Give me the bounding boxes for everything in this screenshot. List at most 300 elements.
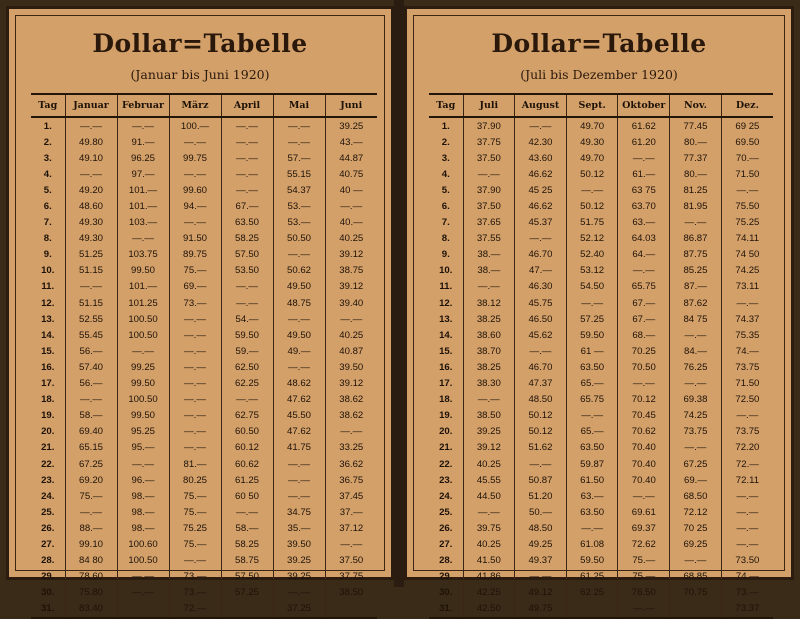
rate-cell: 70.40 [618, 456, 670, 472]
rate-cell: —.— [273, 472, 325, 488]
table-row [429, 408, 773, 424]
rate-cell [117, 601, 169, 618]
day-cell: 27. [439, 538, 453, 550]
rate-cell: 42.50 [463, 601, 515, 618]
rate-cell: 38.25 [463, 311, 515, 327]
table-row [31, 295, 377, 311]
table-row [31, 279, 377, 295]
rate-cell: 58.25 [221, 231, 273, 247]
rate-cell: —.— [169, 311, 221, 327]
table-row [429, 327, 773, 343]
rate-cell: 49.30 [65, 231, 117, 247]
rate-cell: 100.50 [117, 553, 169, 569]
day-cell: 23. [439, 474, 453, 486]
rate-cell: 60.62 [221, 456, 273, 472]
rate-cell: 40.25 [325, 231, 377, 247]
rate-cell: —.— [670, 376, 722, 392]
column-header: Oktober [618, 94, 670, 117]
day-cell: 11. [41, 281, 55, 293]
rate-cell: 62.50 [221, 359, 273, 375]
rate-cell: —.— [117, 343, 169, 359]
rate-cell: 101.— [117, 279, 169, 295]
column-header: Februar [117, 94, 169, 117]
rate-cell: 58.— [221, 520, 273, 536]
rate-cell: 38.30 [463, 376, 515, 392]
rate-cell: 39.75 [463, 520, 515, 536]
header-row [429, 94, 773, 117]
rate-cell: 49.25 [515, 536, 567, 552]
rate-cell: 71.50 [721, 376, 773, 392]
rate-cell: 99.10 [65, 536, 117, 552]
rate-cell: 42.30 [515, 134, 567, 150]
rate-cell: 67.— [618, 311, 670, 327]
table-row [31, 472, 377, 488]
rate-cell: 49.20 [65, 182, 117, 198]
rate-cell: 70.40 [618, 472, 670, 488]
rate-cell: 67.25 [670, 456, 722, 472]
rate-cell: 69.20 [65, 472, 117, 488]
rate-cell: 49.37 [515, 553, 567, 569]
rate-cell: —.— [566, 520, 618, 536]
rate-cell: 80.25 [169, 472, 221, 488]
rate-cell: 80.— [670, 166, 722, 182]
column-header: Januar [65, 94, 117, 117]
day-cell: 28. [439, 555, 453, 567]
rate-cell: 99.60 [169, 182, 221, 198]
rate-cell: —.— [325, 311, 377, 327]
rate-cell: —.— [65, 117, 117, 134]
table-row [31, 553, 377, 569]
rate-cell: 77.37 [670, 150, 722, 166]
rate-cell: —.— [721, 520, 773, 536]
rate-cell: 51.20 [515, 488, 567, 504]
rate-cell: —.— [463, 504, 515, 520]
rate-cell: 39.12 [463, 440, 515, 456]
rate-cell: 69.61 [618, 504, 670, 520]
rate-cell: 61.25 [221, 472, 273, 488]
rate-cell: 70.75 [670, 585, 722, 601]
table-row [31, 424, 377, 440]
rate-cell: 70.50 [618, 359, 670, 375]
day-cell: 20. [439, 426, 453, 438]
rate-cell: 38.12 [463, 295, 515, 311]
rate-cell: 60 50 [221, 488, 273, 504]
rate-cell: 49.75 [515, 601, 567, 618]
rate-cell: 52.40 [566, 247, 618, 263]
table-row [429, 343, 773, 359]
day-cell: 7. [43, 217, 52, 229]
rate-cell: 39.50 [273, 536, 325, 552]
rate-cell: —.— [169, 376, 221, 392]
rate-cell: 69.38 [670, 392, 722, 408]
rate-cell: 51.62 [515, 440, 567, 456]
column-header: Tag [429, 94, 463, 117]
table-row [31, 263, 377, 279]
rate-cell: 54.37 [273, 182, 325, 198]
day-cell: 1. [441, 120, 450, 132]
table-row [429, 166, 773, 182]
table-row [429, 472, 773, 488]
table-row [429, 456, 773, 472]
rate-cell: 96.— [117, 472, 169, 488]
rate-cell: 75.35 [721, 327, 773, 343]
column-header: Dez. [721, 94, 773, 117]
rate-cell: —.— [670, 553, 722, 569]
table-row [31, 327, 377, 343]
table-row [31, 311, 377, 327]
rate-cell: 43.— [325, 134, 377, 150]
table-row [429, 488, 773, 504]
rate-cell: —.— [221, 117, 273, 134]
rate-cell: 65.15 [65, 440, 117, 456]
day-cell: 10. [41, 265, 55, 277]
day-cell: 19. [41, 410, 55, 422]
rate-cell: 41.75 [273, 440, 325, 456]
rate-cell: —.— [273, 585, 325, 601]
rate-cell: 58.— [65, 408, 117, 424]
day-cell: 16. [439, 361, 453, 373]
rate-cell: 74.11 [721, 231, 773, 247]
rate-cell: 63.50 [566, 504, 618, 520]
rate-cell: 40.25 [463, 456, 515, 472]
rate-cell: —.— [221, 134, 273, 150]
rate-cell: 75.— [169, 504, 221, 520]
rate-cell: 73.37 [721, 601, 773, 618]
day-cell: 17. [439, 378, 453, 390]
day-cell: 9. [441, 249, 450, 261]
day-cell: 6. [441, 201, 450, 213]
rate-cell: 69.— [169, 279, 221, 295]
rate-cell: 70.25 [618, 343, 670, 359]
rate-cell: —.— [273, 247, 325, 263]
rate-cell: 100.60 [117, 536, 169, 552]
rate-cell: 72.— [721, 456, 773, 472]
rate-cell: 59.50 [566, 327, 618, 343]
rate-cell: 72.20 [721, 440, 773, 456]
table-row [429, 247, 773, 263]
table-row [429, 117, 773, 134]
rate-cell: —.— [721, 182, 773, 198]
rate-cell: —.— [463, 279, 515, 295]
rate-cell: 39.25 [273, 569, 325, 585]
table-row [429, 504, 773, 520]
rate-cell: 73.— [169, 569, 221, 585]
rate-cell: 39.12 [325, 279, 377, 295]
day-cell: 16. [41, 361, 55, 373]
day-cell: 15. [439, 345, 453, 357]
rate-cell: 101.— [117, 198, 169, 214]
day-cell: 15. [41, 345, 55, 357]
rate-cell: 50.— [515, 504, 567, 520]
rate-cell: 91.50 [169, 231, 221, 247]
rate-cell: 37.55 [463, 231, 515, 247]
rate-cell [325, 601, 377, 618]
rate-cell: —.— [721, 488, 773, 504]
table-row [429, 231, 773, 247]
rate-cell: 53.50 [221, 263, 273, 279]
rate-cell: 46.30 [515, 279, 567, 295]
rate-cell: 99.75 [169, 150, 221, 166]
rate-cell: 74.37 [721, 311, 773, 327]
day-cell: 28. [41, 555, 55, 567]
rate-cell: 100.— [169, 117, 221, 134]
table-row [31, 440, 377, 456]
table-row [429, 601, 773, 618]
table-row [31, 520, 377, 536]
rate-cell: 98.— [117, 504, 169, 520]
rate-cell: 73.75 [721, 359, 773, 375]
day-cell: 4. [441, 168, 450, 180]
day-cell: 18. [439, 394, 453, 406]
rate-cell: 70.62 [618, 424, 670, 440]
rate-cell: 72.50 [721, 392, 773, 408]
table-row [31, 456, 377, 472]
rate-cell: 63.— [566, 488, 618, 504]
table-row [31, 198, 377, 214]
rate-cell: 48.50 [515, 392, 567, 408]
rate-cell: 43.60 [515, 150, 567, 166]
rate-cell: 38.75 [325, 263, 377, 279]
day-cell: 2. [43, 136, 52, 148]
rate-cell: 76.25 [670, 359, 722, 375]
day-cell: 13. [439, 313, 453, 325]
rate-cell: 38.25 [463, 359, 515, 375]
rate-cell: 45.37 [515, 215, 567, 231]
rate-cell: —.— [169, 392, 221, 408]
rate-cell: 37.50 [325, 553, 377, 569]
rate-cell: 41.50 [463, 553, 515, 569]
rate-cell: 50.50 [273, 231, 325, 247]
rate-cell: 45 25 [515, 182, 567, 198]
rate-cell: —.— [169, 553, 221, 569]
rate-cell: 65.75 [566, 392, 618, 408]
rate-cell: 44.87 [325, 150, 377, 166]
rate-cell: 63.— [618, 215, 670, 231]
rate-cell: 37.75 [325, 569, 377, 585]
rate-cell: 47.62 [273, 424, 325, 440]
day-cell: 24. [439, 490, 453, 502]
rate-cell: —.— [273, 134, 325, 150]
rate-cell: 50.12 [566, 166, 618, 182]
table-row [31, 359, 377, 375]
rate-cell: 54.— [221, 311, 273, 327]
day-cell: 10. [439, 265, 453, 277]
rate-cell: —.— [721, 536, 773, 552]
rate-cell: 42.25 [463, 585, 515, 601]
rate-cell: —.— [515, 117, 567, 134]
column-header: Tag [31, 94, 65, 117]
rate-cell: 84.— [670, 343, 722, 359]
rate-cell: 37.25 [273, 601, 325, 618]
rate-cell: —.— [721, 504, 773, 520]
table-row [31, 134, 377, 150]
rate-cell: 98.— [117, 520, 169, 536]
rate-cell: 63.50 [221, 215, 273, 231]
rate-cell: 74.— [721, 569, 773, 585]
table-row [31, 488, 377, 504]
day-cell: 24. [41, 490, 55, 502]
rate-cell: 39.25 [463, 424, 515, 440]
rate-cell: 73.75 [670, 424, 722, 440]
rate-cell: 59.— [221, 343, 273, 359]
rate-cell: —.— [169, 215, 221, 231]
rate-cell: 50.62 [273, 263, 325, 279]
rate-cell: —.— [273, 359, 325, 375]
day-cell: 22. [439, 458, 453, 470]
rate-cell: 64.03 [618, 231, 670, 247]
rate-cell: 58.75 [221, 553, 273, 569]
day-cell: 3. [43, 152, 52, 164]
rate-cell: —.— [670, 440, 722, 456]
rate-cell: 40 — [325, 182, 377, 198]
column-header: Mai [273, 94, 325, 117]
table-row [429, 376, 773, 392]
rate-cell: 57.50 [221, 569, 273, 585]
day-cell: 29. [439, 571, 453, 583]
table-row [429, 359, 773, 375]
rate-cell: —.— [618, 488, 670, 504]
rate-cell: 52.55 [65, 311, 117, 327]
table-row [429, 182, 773, 198]
rate-cell: —.— [566, 182, 618, 198]
table-row [31, 408, 377, 424]
rate-cell: —.— [566, 408, 618, 424]
day-cell: 5. [43, 184, 52, 196]
day-cell: 12. [439, 297, 453, 309]
table-row [31, 166, 377, 182]
rate-cell: 78.60 [65, 569, 117, 585]
rate-cell: 98.— [117, 488, 169, 504]
rate-cell: 85.25 [670, 263, 722, 279]
rate-cell: 67.— [221, 198, 273, 214]
rate-cell: —.— [221, 504, 273, 520]
day-cell: 25. [41, 506, 55, 518]
rate-cell: 89.75 [169, 247, 221, 263]
rate-cell: 73.50 [721, 553, 773, 569]
rate-cell: —.— [463, 166, 515, 182]
rate-cell: —.— [65, 504, 117, 520]
table-row [31, 585, 377, 601]
rate-cell: 74.— [721, 343, 773, 359]
dollar-table-jul-dec [429, 93, 773, 619]
day-cell: 8. [441, 233, 450, 245]
column-header: März [169, 94, 221, 117]
rate-cell: 61.— [618, 166, 670, 182]
rate-cell: —.— [169, 359, 221, 375]
rate-cell: 35.— [273, 520, 325, 536]
rate-cell: 58.25 [221, 536, 273, 552]
rate-cell: 49.30 [65, 215, 117, 231]
rate-cell: —.— [325, 424, 377, 440]
rate-cell: 65.— [566, 376, 618, 392]
rate-cell: 38.60 [463, 327, 515, 343]
rate-cell: 55.15 [273, 166, 325, 182]
table-row [429, 279, 773, 295]
rate-cell: 49.12 [515, 585, 567, 601]
rate-cell: 63.50 [566, 359, 618, 375]
rate-cell: 39.12 [325, 247, 377, 263]
rate-cell: 87.— [670, 279, 722, 295]
day-cell: 26. [41, 522, 55, 534]
rate-cell: —.— [117, 569, 169, 585]
rate-cell: 70.— [721, 150, 773, 166]
rate-cell: 40.75 [325, 166, 377, 182]
table-row [31, 569, 377, 585]
rate-cell: —.— [117, 456, 169, 472]
rate-cell: 48.60 [65, 198, 117, 214]
rate-cell: 37.65 [463, 215, 515, 231]
rate-cell: 73.— [721, 585, 773, 601]
rate-cell: 49.10 [65, 150, 117, 166]
rate-cell: 70 25 [670, 520, 722, 536]
rate-cell: 57.50 [221, 247, 273, 263]
day-cell: 27. [41, 538, 55, 550]
rate-cell: 49.80 [65, 134, 117, 150]
rate-cell: 67.25 [65, 456, 117, 472]
page-title: Dollar=Tabelle [491, 29, 707, 58]
rate-cell: 99.50 [117, 376, 169, 392]
rate-cell: —.— [670, 327, 722, 343]
rate-cell: —.— [463, 392, 515, 408]
rate-cell: 53.12 [566, 263, 618, 279]
rate-cell: 57.— [273, 150, 325, 166]
rate-cell: 68.— [618, 327, 670, 343]
day-cell: 31. [429, 601, 463, 618]
rate-cell: —.— [117, 117, 169, 134]
rate-cell: 47.37 [515, 376, 567, 392]
rate-cell: 61.25 [566, 569, 618, 585]
rate-cell: 38.62 [325, 392, 377, 408]
rate-cell: 45.50 [273, 408, 325, 424]
rate-cell: 37.75 [463, 134, 515, 150]
table-row [31, 182, 377, 198]
rate-cell: 39.40 [325, 295, 377, 311]
rate-cell: 75.— [65, 488, 117, 504]
rate-cell: 77.45 [670, 117, 722, 134]
day-cell: 30. [41, 587, 55, 599]
rate-cell: —.— [721, 408, 773, 424]
rate-cell: 69.50 [721, 134, 773, 150]
rate-cell: —.— [618, 150, 670, 166]
table-row [429, 150, 773, 166]
rate-cell: 62 25 [566, 585, 618, 601]
rate-cell: 37.90 [463, 117, 515, 134]
column-header: Sept. [566, 94, 618, 117]
rate-cell: 87.75 [670, 247, 722, 263]
rate-cell: 81.95 [670, 198, 722, 214]
rate-cell: 75.25 [169, 520, 221, 536]
rate-cell: 73.11 [721, 279, 773, 295]
rate-cell: 37.50 [463, 198, 515, 214]
day-cell: 5. [441, 184, 450, 196]
rate-cell: 61.50 [566, 472, 618, 488]
rate-cell: 37.90 [463, 182, 515, 198]
rate-cell: 55.45 [65, 327, 117, 343]
rate-cell: 73.— [169, 585, 221, 601]
rate-cell: —.— [221, 166, 273, 182]
column-header: August [515, 94, 567, 117]
day-cell: 29. [41, 571, 55, 583]
table-row [429, 134, 773, 150]
rate-cell: 60.12 [221, 440, 273, 456]
rate-cell: 49.50 [273, 327, 325, 343]
rate-cell: 99.50 [117, 263, 169, 279]
rate-cell: 69.25 [670, 536, 722, 552]
rate-cell: 63 75 [618, 182, 670, 198]
day-cell: 4. [43, 168, 52, 180]
rate-cell: 70.40 [618, 440, 670, 456]
rate-cell: 84 80 [65, 553, 117, 569]
